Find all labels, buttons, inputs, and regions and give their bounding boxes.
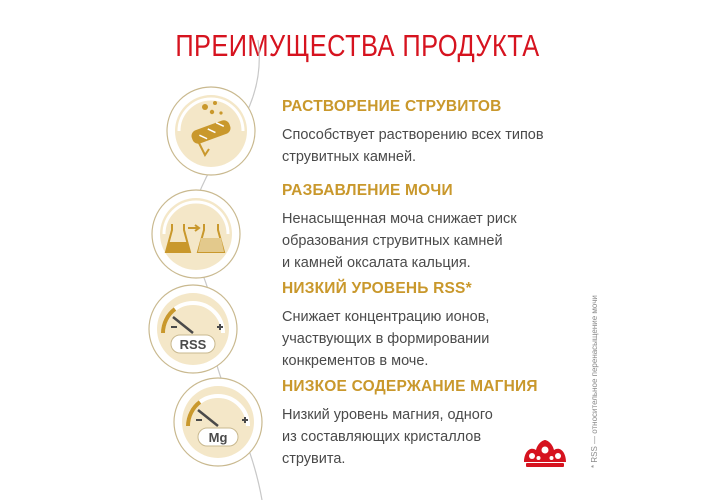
rss-gauge-icon	[147, 283, 239, 375]
feature-description	[282, 306, 582, 372]
feature-description	[282, 124, 582, 168]
magnesium-gauge-icon	[172, 376, 264, 468]
feature-desc-line: Ненасыщенная моча снижает риск	[282, 211, 517, 227]
feature-desc-line: и камней оксалата кальция.	[282, 255, 471, 271]
feature-dissolving-struvite	[282, 98, 582, 168]
feature-desc-line: струвитных камней.	[282, 149, 417, 165]
mg-gauge-label: Mg	[208, 430, 228, 445]
feature-low-rss	[282, 280, 582, 372]
feature-desc-line: участвующих в формировании	[282, 331, 490, 347]
feature-title: НИЗКИЙ УРОВЕНЬ RSS*	[282, 280, 472, 297]
urine-dilution-beakers-icon	[150, 188, 242, 280]
rss-footnote: * RSS — относительное перенасыщение мочи	[590, 295, 599, 468]
page-title: ПРЕИМУЩЕСТВА ПРОДУКТА	[175, 28, 540, 63]
royal-canin-crown-logo	[520, 436, 570, 470]
feature-desc-line: конкрементов в моче.	[282, 353, 429, 369]
rss-gauge-label: RSS	[179, 337, 207, 352]
feature-urine-dilution	[282, 182, 582, 274]
feature-desc-line: Низкий уровень магния, одного	[282, 407, 493, 423]
feature-title: НИЗКОЕ СОДЕРЖАНИЕ МАГНИЯ	[282, 378, 538, 395]
feature-desc-line: из составляющих кристаллов	[282, 429, 482, 445]
feature-desc-line: образования струвитных камней	[282, 233, 503, 249]
feature-title: РАЗБАВЛЕНИЕ МОЧИ	[282, 182, 453, 199]
feature-desc-line: струвита.	[282, 451, 346, 467]
dissolving-crystal-icon	[165, 85, 257, 177]
feature-desc-line: Способствует растворению всех типов	[282, 127, 544, 143]
feature-title: РАСТВОРЕНИЕ СТРУВИТОВ	[282, 98, 502, 115]
feature-desc-line: Снижает концентрацию ионов,	[282, 309, 490, 325]
feature-description	[282, 208, 582, 274]
